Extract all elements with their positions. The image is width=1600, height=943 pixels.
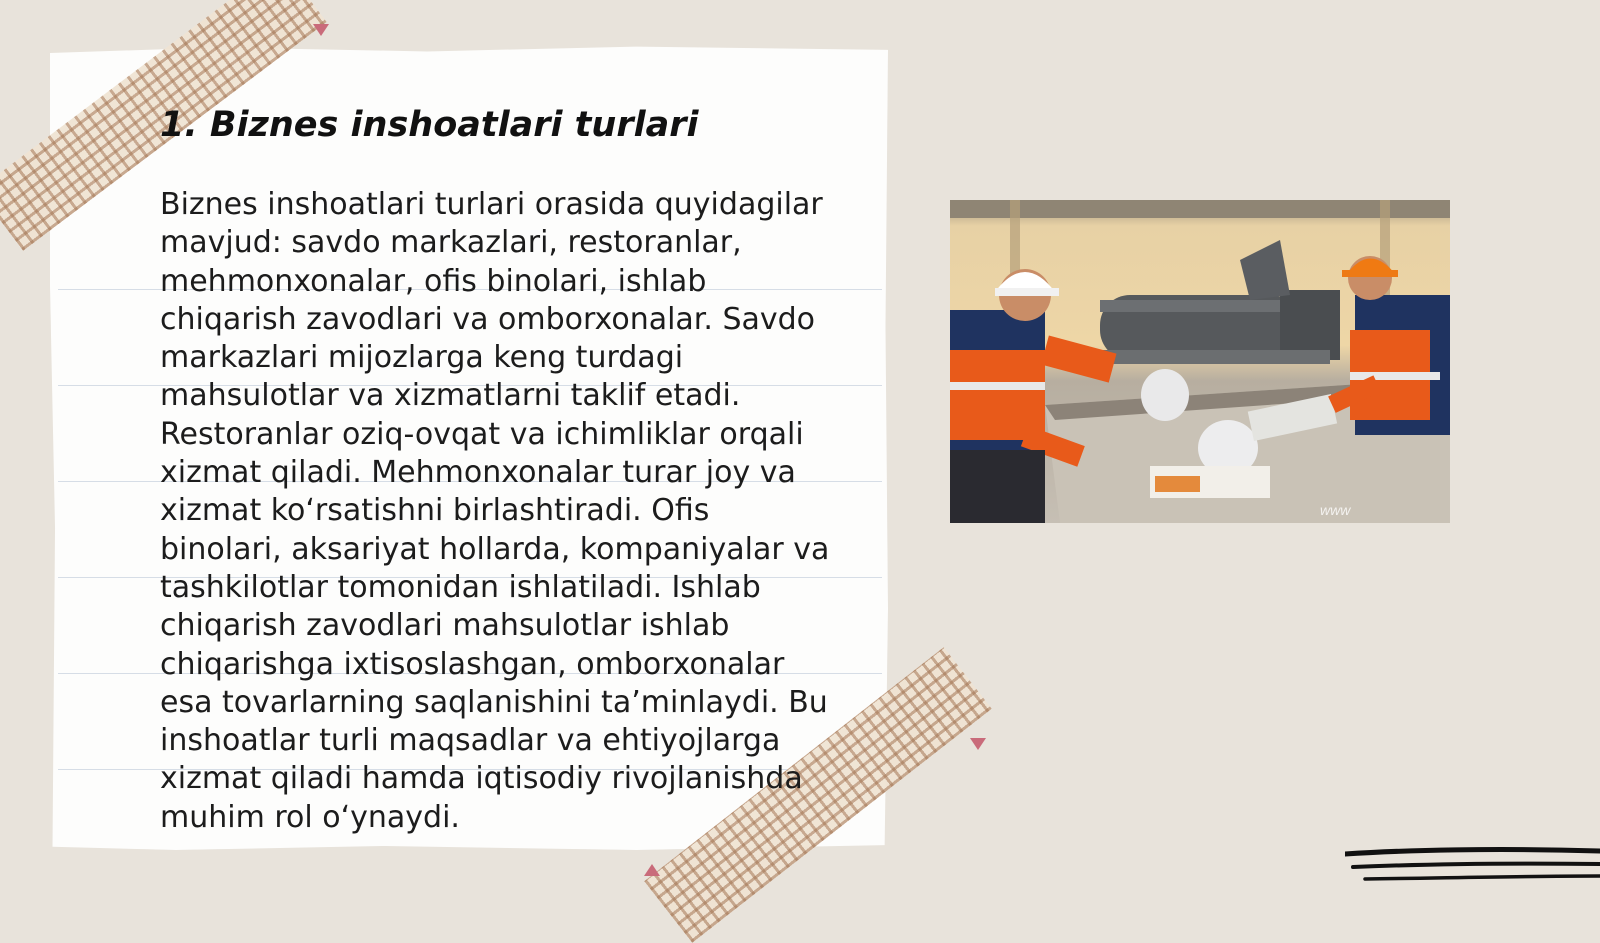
factory-workers-photo [950, 200, 1450, 523]
tape-pin-icon [970, 738, 986, 750]
tape-pin-icon [644, 864, 660, 876]
slide-body-text: Biznes inshoatlari turlari orasida quyidagilar mavjud: savdo markazlari, restoranlar, mehmonxonalar, ofis binolari, ishlab chiqarish zavodlari va omborxonalar. Savdo markazlari mijozlarga keng turdagi mahsulotlar va xizmatlarni taklif etadi. Restoranlar oziq-ovqat va ichimliklar orqali xizmat qiladi. Mehmonxonalar turar joy va xizmat ko‘rsatishni birlashtiradi. Ofis binolari, aksariyat hollarda, kompaniyalar va tashkilotlar tomonidan ishlatiladi. Ishlab chiqarish zavodlari mahsulotlar ishlab chiqarishga ixtisoslashgan, omborxonalar esa tovarlarning saqlanishini ta’minlaydi. Bu inshoatlar turli maqsadlar va ehtiyojlarga xizmat qiladi hamda iqtisodiy rivojlanishda muhim rol o‘ynaydi. [160, 187, 830, 835]
photo-watermark: www [1320, 502, 1351, 518]
slide-title: 1. Biznes inshoatlari turlari [160, 105, 699, 145]
brush-strokes-decoration [1345, 845, 1600, 890]
tape-pin-icon [313, 24, 329, 36]
